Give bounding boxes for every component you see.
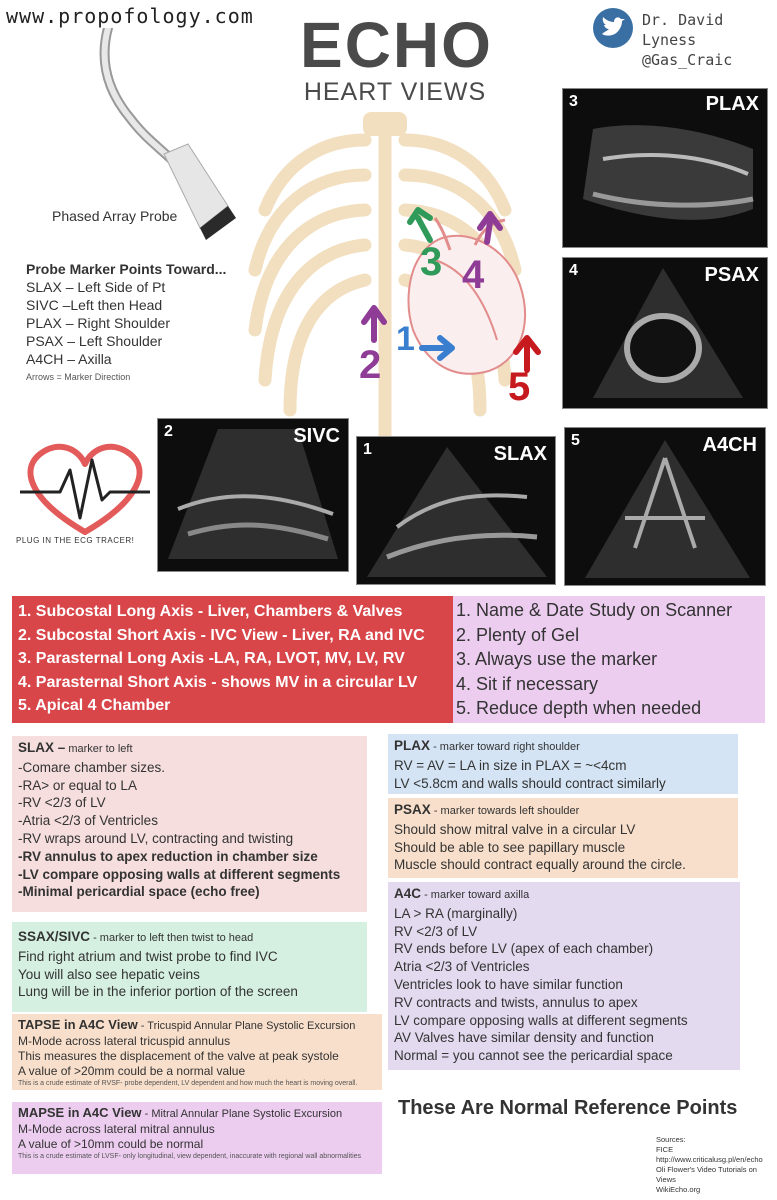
slax-line: -Atria <2/3 of Ventricles (18, 813, 158, 829)
mapse-footnote: This is a crude estimate of LVSF- only longitudinal, view dependent, inaccurate with regional wall abnormalities (18, 1153, 362, 1160)
views-item: 3. Parasternal Long Axis -LA, RA, LVOT, MV, LV, RV (18, 650, 405, 667)
a4c-line: RV ends before LV (apex of each chamber) (394, 941, 654, 957)
tips-item: 1. Name & Date Study on Scanner (456, 600, 733, 620)
image-number: 3 (569, 93, 578, 110)
ssax-line: Lung will be in the inferior portion of the screen (18, 984, 298, 1000)
image-label: PSAX (704, 264, 759, 286)
slax-line: -RV <2/3 of LV (18, 795, 106, 811)
plax-line: RV = AV = LA in size in PLAX = ~<4cm (394, 757, 627, 773)
psax-title-note: - marker towards left shoulder (430, 805, 580, 817)
tapse-line: A value of >20mm could be a normal value (18, 1064, 246, 1078)
views-list (12, 596, 453, 723)
tapse-line: This measures the displacement of the valve at peak systole (18, 1049, 339, 1063)
slax-title-note: marker to left (65, 743, 133, 755)
twitter-bird-icon (593, 8, 633, 48)
tips-item: 4. Sit if necessary (456, 673, 599, 694)
marker-arrows (350, 200, 560, 410)
mapse-box (12, 1102, 382, 1174)
psax-box (388, 798, 738, 878)
tips-list (453, 596, 765, 723)
arrow-label-3: 3 (420, 240, 443, 284)
a4c-title: A4C (394, 886, 422, 901)
author-handle: @Gas_Craic (642, 51, 733, 69)
normal-reference-heading: These Are Normal Reference Points (398, 1097, 738, 1119)
slax-line-bold: -LV compare opposing walls at different segments (18, 866, 341, 882)
ssax-box (12, 922, 367, 1012)
image-label: SIVC (293, 425, 340, 447)
author-block (642, 10, 777, 70)
views-item: 4. Parasternal Short Axis - shows MV in a circular LV (18, 673, 418, 691)
tapse-line: M-Mode across lateral tricuspid annulus (18, 1034, 231, 1048)
ecg-caption: PLUG IN THE ECG TRACER! (16, 536, 135, 545)
a4c-box (388, 882, 740, 1070)
slax-line: -RA> or equal to LA (18, 777, 137, 793)
page-subtitle: HEART VIEWS (303, 78, 487, 106)
slax-title: SLAX – (18, 740, 66, 755)
arrow-label-2: 2 (359, 343, 382, 387)
image-number: 5 (571, 432, 580, 449)
marker-point-item: PSAX – Left Shoulder (26, 333, 163, 349)
marker-point-item: A4CH – Axilla (26, 351, 112, 367)
source-line: WikiEcho.org (656, 1185, 701, 1194)
a4c-line: RV <2/3 of LV (394, 923, 478, 939)
page-title: ECHO (300, 9, 493, 81)
source-line: Oli Flower's Video Tutorials on Views (656, 1165, 757, 1184)
slax-line: -RV wraps around LV, contracting and twisting (18, 830, 294, 846)
image-label: A4CH (702, 434, 757, 456)
arrow-label-4: 4 (462, 253, 485, 297)
source-line: FICE (656, 1145, 674, 1154)
marker-points-list (26, 260, 226, 386)
tips-item: 3. Always use the marker (456, 649, 658, 669)
ssax-title: SSAX/SIVC (18, 929, 91, 944)
image-number: 2 (164, 423, 173, 440)
plax-line: LV <5.8cm and walls should contract similarly (394, 775, 666, 791)
plax-title: PLAX (394, 738, 431, 753)
marker-points-heading: Probe Marker Points Toward... (26, 261, 227, 277)
echo-image-plax (562, 88, 768, 248)
tapse-box (12, 1014, 382, 1090)
marker-point-item: PLAX – Right Shoulder (26, 315, 170, 331)
views-item: 2. Subcostal Short Axis - IVC View - Liver, RA and IVC (18, 626, 425, 644)
title-block (300, 9, 493, 107)
ssax-title-note: - marker to left then twist to head (90, 932, 254, 944)
tips-item: 2. Plenty of Gel (456, 624, 580, 645)
tips-item: 5. Reduce depth when needed (456, 698, 702, 718)
mapse-title: MAPSE in A4C View (18, 1105, 142, 1120)
views-item: 1. Subcostal Long Axis - Liver, Chambers & Valves (18, 603, 403, 620)
slax-line-bold: -RV annulus to apex reduction in chamber size (18, 848, 318, 864)
slax-line-bold: -Minimal pericardial space (echo free) (18, 884, 260, 900)
plax-title-note: - marker toward right shoulder (430, 741, 580, 753)
image-number: 1 (363, 441, 372, 458)
image-label: SLAX (493, 443, 547, 465)
ssax-line: Find right atrium and twist probe to find IVC (18, 948, 278, 964)
ssax-line: You will also see hepatic veins (18, 966, 200, 982)
echo-image-slax (356, 436, 556, 585)
psax-line: Muscle should contract equally around the circle. (394, 857, 686, 873)
a4c-line: Atria <2/3 of Ventricles (394, 959, 530, 975)
source-line: Sources: (656, 1135, 686, 1144)
mapse-line: A value of >10mm could be normal (18, 1137, 204, 1151)
a4c-title-note: - marker toward axilla (421, 889, 530, 901)
image-label: PLAX (705, 93, 759, 115)
a4c-line: RV contracts and twists, annulus to apex (394, 994, 638, 1010)
ecg-heart-icon (20, 440, 150, 540)
a4c-line: LA > RA (marginally) (394, 905, 518, 921)
tapse-title-note: - Tricuspid Annular Plane Systolic Excursion (137, 1020, 356, 1032)
a4c-line: Ventricles look to have similar function (394, 976, 623, 992)
probe-label: Phased Array Probe (52, 208, 178, 224)
echo-image-sivc (157, 418, 349, 572)
marker-point-item: SLAX – Left Side of Pt (26, 279, 166, 295)
marker-point-item: SIVC –Left then Head (26, 297, 163, 313)
plax-box (388, 734, 738, 794)
psax-line: Should be able to see papillary muscle (394, 839, 626, 855)
slax-line: -Comare chamber sizes. (18, 759, 166, 775)
echo-image-psax (562, 257, 768, 409)
psax-line: Should show mitral valve in a circular LV (394, 821, 636, 837)
website-url: www.propofology.com (6, 4, 254, 28)
arrow-label-5: 5 (508, 365, 531, 409)
mapse-line: M-Mode across lateral mitral annulus (18, 1122, 215, 1136)
marker-points-note: Arrows = Marker Direction (26, 372, 131, 382)
slax-box (12, 736, 367, 912)
source-line: http://www.criticalusg.pl/en/echo (656, 1155, 763, 1164)
a4c-line: LV compare opposing walls at different segments (394, 1012, 688, 1028)
mapse-title-note: - Mitral Annular Plane Systolic Excursion (141, 1108, 343, 1120)
arrow-label-1: 1 (396, 320, 415, 358)
psax-title: PSAX (394, 802, 431, 817)
views-item: 5. Apical 4 Chamber (18, 697, 171, 714)
sources-list (656, 1135, 777, 1195)
image-number: 4 (569, 262, 578, 279)
tapse-footnote: This is a crude estimate of RVSF- probe dependent, LV dependent and how much the heart is moving overall. (18, 1080, 358, 1087)
a4c-line: AV Valves have similar density and function (394, 1030, 654, 1046)
echo-image-a4ch (564, 427, 766, 586)
a4c-line: Normal = you cannot see the pericardial space (394, 1048, 673, 1064)
tapse-title: TAPSE in A4C View (18, 1017, 138, 1032)
author-name: Dr. David Lyness (642, 11, 724, 49)
